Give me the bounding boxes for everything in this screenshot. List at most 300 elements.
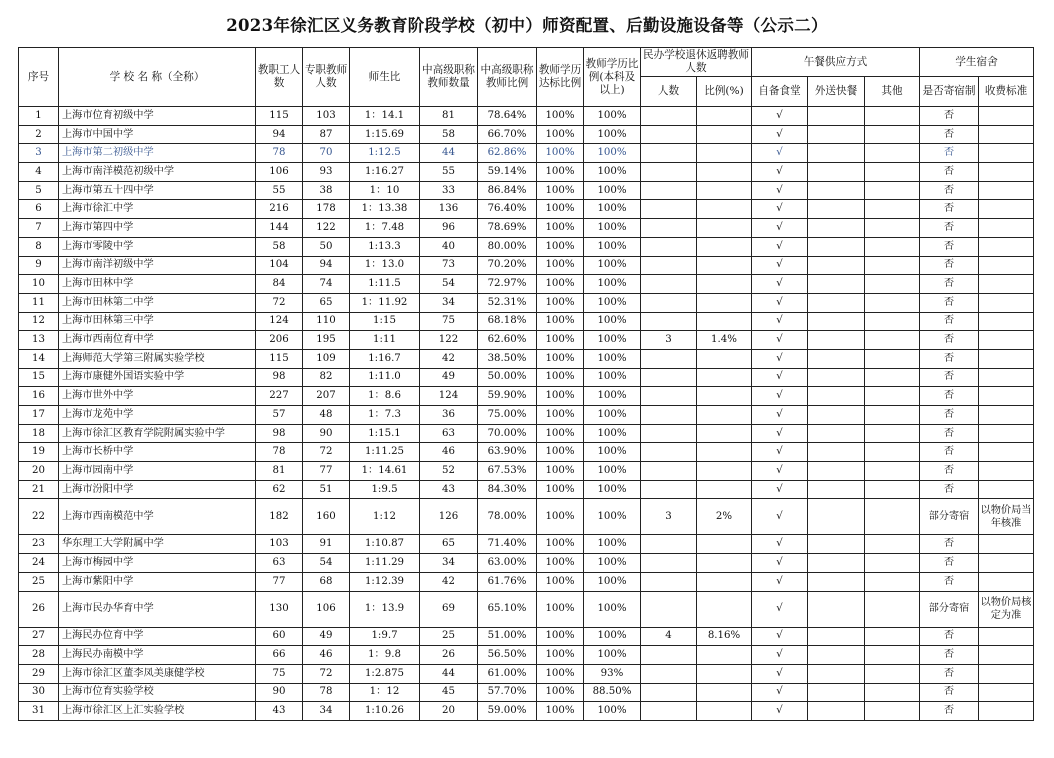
table-row [19, 200, 1034, 219]
retiree-pct-cell [697, 406, 752, 425]
header-dorm-group: 学生宿舍 [920, 48, 1034, 77]
ratio-cell: 1：14.61 [350, 462, 420, 481]
bachelor-rate-cell: 100% [584, 144, 641, 163]
lunch-other-cell [865, 480, 920, 499]
lunch-delivery-cell [808, 480, 865, 499]
lunch-delivery-cell [808, 275, 865, 294]
senior-pct-cell: 59.00% [478, 702, 537, 721]
lunch-other-cell [865, 163, 920, 182]
lunch-delivery-cell [808, 664, 865, 683]
seq-cell: 30 [19, 683, 59, 702]
lunch-delivery-cell [808, 646, 865, 665]
boarding-cell: 否 [920, 683, 979, 702]
retiree-pct-cell [697, 200, 752, 219]
staff-count-cell: 57 [256, 406, 303, 425]
bachelor-rate-cell: 100% [584, 256, 641, 275]
staff-count-cell: 98 [256, 368, 303, 387]
bachelor-rate-cell: 100% [584, 554, 641, 573]
fee-cell [979, 554, 1034, 573]
school-name-cell: 上海市民办华育中学 [59, 591, 256, 627]
staff-count-cell: 66 [256, 646, 303, 665]
table-row [19, 349, 1034, 368]
staff-count-cell: 90 [256, 683, 303, 702]
retiree-count-cell [641, 293, 697, 312]
staff-count-cell: 227 [256, 387, 303, 406]
school-name-cell: 上海民办南模中学 [59, 646, 256, 665]
senior-pct-cell: 86.84% [478, 181, 537, 200]
ratio-cell: 1：7.3 [350, 406, 420, 425]
lunch-self-cell: √ [752, 256, 808, 275]
ratio-cell: 1:15 [350, 312, 420, 331]
retiree-pct-cell [697, 237, 752, 256]
boarding-cell: 否 [920, 462, 979, 481]
lunch-other-cell [865, 664, 920, 683]
lunch-self-cell: √ [752, 424, 808, 443]
retiree-count-cell [641, 163, 697, 182]
qual-rate-cell: 100% [537, 664, 584, 683]
fulltime-teacher-cell: 91 [303, 535, 350, 554]
boarding-cell: 否 [920, 349, 979, 368]
bachelor-rate-cell: 100% [584, 368, 641, 387]
boarding-cell: 否 [920, 163, 979, 182]
fulltime-teacher-cell: 54 [303, 554, 350, 573]
header-qual-rate: 教师学历达标比例 [537, 48, 584, 107]
lunch-delivery-cell [808, 499, 865, 535]
senior-pct-cell: 78.69% [478, 219, 537, 238]
table-row [19, 144, 1034, 163]
bachelor-rate-cell: 100% [584, 535, 641, 554]
senior-count-cell: 75 [420, 312, 478, 331]
fee-cell [979, 702, 1034, 721]
bachelor-rate-cell: 100% [584, 499, 641, 535]
ratio-cell: 1:11.29 [350, 554, 420, 573]
lunch-self-cell: √ [752, 480, 808, 499]
fee-cell [979, 368, 1034, 387]
staff-count-cell: 104 [256, 256, 303, 275]
fee-cell [979, 331, 1034, 350]
lunch-delivery-cell [808, 462, 865, 481]
staff-count-cell: 63 [256, 554, 303, 573]
senior-count-cell: 126 [420, 499, 478, 535]
bachelor-rate-cell: 100% [584, 219, 641, 238]
table-row [19, 499, 1034, 535]
retiree-pct-cell [697, 424, 752, 443]
qual-rate-cell: 100% [537, 256, 584, 275]
ratio-cell: 1:13.3 [350, 237, 420, 256]
school-name-cell: 上海市田林第三中学 [59, 312, 256, 331]
ratio-cell: 1:10.26 [350, 702, 420, 721]
senior-pct-cell: 38.50% [478, 349, 537, 368]
seq-cell: 28 [19, 646, 59, 665]
retiree-count-cell: 3 [641, 331, 697, 350]
data-table [18, 47, 1034, 721]
senior-pct-cell: 84.30% [478, 480, 537, 499]
senior-count-cell: 136 [420, 200, 478, 219]
bachelor-rate-cell: 100% [584, 702, 641, 721]
header-ratio: 师生比 [350, 48, 420, 107]
boarding-cell: 否 [920, 200, 979, 219]
school-name-cell: 上海市第二初级中学 [59, 144, 256, 163]
qual-rate-cell: 100% [537, 443, 584, 462]
header-retiree-group: 民办学校退休返聘教师人数 [641, 48, 752, 77]
lunch-other-cell [865, 144, 920, 163]
fee-cell [979, 480, 1034, 499]
school-name-cell: 上海市徐汇区董李凤美康健学校 [59, 664, 256, 683]
lunch-delivery-cell [808, 406, 865, 425]
senior-pct-cell: 56.50% [478, 646, 537, 665]
retiree-pct-cell: 8.16% [697, 627, 752, 646]
senior-count-cell: 96 [420, 219, 478, 238]
lunch-delivery-cell [808, 293, 865, 312]
lunch-self-cell: √ [752, 163, 808, 182]
lunch-delivery-cell [808, 144, 865, 163]
table-row [19, 387, 1034, 406]
retiree-count-cell [641, 664, 697, 683]
bachelor-rate-cell: 100% [584, 181, 641, 200]
lunch-other-cell [865, 627, 920, 646]
fulltime-teacher-cell: 90 [303, 424, 350, 443]
senior-count-cell: 81 [420, 107, 478, 126]
school-name-cell: 上海市徐汇区教育学院附属实验中学 [59, 424, 256, 443]
boarding-cell: 部分寄宿 [920, 499, 979, 535]
lunch-delivery-cell [808, 368, 865, 387]
school-name-cell: 上海市西南位育中学 [59, 331, 256, 350]
senior-count-cell: 33 [420, 181, 478, 200]
bachelor-rate-cell: 100% [584, 462, 641, 481]
lunch-other-cell [865, 200, 920, 219]
senior-pct-cell: 59.14% [478, 163, 537, 182]
senior-pct-cell: 70.20% [478, 256, 537, 275]
senior-count-cell: 122 [420, 331, 478, 350]
school-name-cell: 上海市南洋模范初级中学 [59, 163, 256, 182]
senior-count-cell: 20 [420, 702, 478, 721]
lunch-self-cell: √ [752, 331, 808, 350]
lunch-self-cell: √ [752, 200, 808, 219]
bachelor-rate-cell: 100% [584, 275, 641, 294]
lunch-delivery-cell [808, 331, 865, 350]
fee-cell [979, 237, 1034, 256]
senior-pct-cell: 78.00% [478, 499, 537, 535]
retiree-count-cell [641, 349, 697, 368]
lunch-other-cell [865, 181, 920, 200]
ratio-cell: 1：9.8 [350, 646, 420, 665]
retiree-count-cell [641, 424, 697, 443]
table-row [19, 406, 1034, 425]
senior-pct-cell: 78.64% [478, 107, 537, 126]
fee-cell [979, 219, 1034, 238]
bachelor-rate-cell: 100% [584, 591, 641, 627]
ratio-cell: 1：12 [350, 683, 420, 702]
seq-cell: 4 [19, 163, 59, 182]
qual-rate-cell: 100% [537, 702, 584, 721]
bachelor-rate-cell: 100% [584, 293, 641, 312]
boarding-cell: 否 [920, 181, 979, 200]
lunch-other-cell [865, 312, 920, 331]
retiree-count-cell: 4 [641, 627, 697, 646]
fee-cell [979, 107, 1034, 126]
header-dorm-boarding: 是否寄宿制 [920, 77, 979, 107]
ratio-cell: 1：13.9 [350, 591, 420, 627]
fulltime-teacher-cell: 109 [303, 349, 350, 368]
qual-rate-cell: 100% [537, 480, 584, 499]
senior-count-cell: 44 [420, 664, 478, 683]
boarding-cell: 否 [920, 107, 979, 126]
retiree-count-cell [641, 683, 697, 702]
fulltime-teacher-cell: 207 [303, 387, 350, 406]
fulltime-teacher-cell: 93 [303, 163, 350, 182]
lunch-other-cell [865, 349, 920, 368]
fee-cell [979, 646, 1034, 665]
seq-cell: 2 [19, 125, 59, 144]
bachelor-rate-cell: 100% [584, 387, 641, 406]
school-name-cell: 上海市紫阳中学 [59, 572, 256, 591]
qual-rate-cell: 100% [537, 349, 584, 368]
retiree-pct-cell [697, 312, 752, 331]
table-row [19, 535, 1034, 554]
ratio-cell: 1:11.5 [350, 275, 420, 294]
retiree-count-cell [641, 462, 697, 481]
table-row [19, 462, 1034, 481]
ratio-cell: 1:12 [350, 499, 420, 535]
senior-count-cell: 26 [420, 646, 478, 665]
bachelor-rate-cell: 100% [584, 107, 641, 126]
table-row [19, 480, 1034, 499]
lunch-delivery-cell [808, 572, 865, 591]
table-row [19, 275, 1034, 294]
retiree-count-cell [641, 237, 697, 256]
retiree-count-cell [641, 535, 697, 554]
fulltime-teacher-cell: 94 [303, 256, 350, 275]
school-name-cell: 上海市徐汇中学 [59, 200, 256, 219]
lunch-self-cell: √ [752, 387, 808, 406]
boarding-cell: 否 [920, 443, 979, 462]
staff-count-cell: 106 [256, 163, 303, 182]
fulltime-teacher-cell: 178 [303, 200, 350, 219]
lunch-self-cell: √ [752, 349, 808, 368]
ratio-cell: 1：8.6 [350, 387, 420, 406]
retiree-pct-cell [697, 144, 752, 163]
retiree-count-cell [641, 443, 697, 462]
boarding-cell: 否 [920, 293, 979, 312]
fulltime-teacher-cell: 34 [303, 702, 350, 721]
lunch-delivery-cell [808, 312, 865, 331]
bachelor-rate-cell: 100% [584, 627, 641, 646]
qual-rate-cell: 100% [537, 499, 584, 535]
staff-count-cell: 144 [256, 219, 303, 238]
lunch-delivery-cell [808, 683, 865, 702]
staff-count-cell: 60 [256, 627, 303, 646]
qual-rate-cell: 100% [537, 293, 584, 312]
ratio-cell: 1:11.25 [350, 443, 420, 462]
boarding-cell: 否 [920, 368, 979, 387]
fulltime-teacher-cell: 122 [303, 219, 350, 238]
lunch-self-cell: √ [752, 181, 808, 200]
seq-cell: 21 [19, 480, 59, 499]
lunch-self-cell: √ [752, 443, 808, 462]
qual-rate-cell: 100% [537, 683, 584, 702]
school-name-cell: 上海市康健外国语实验中学 [59, 368, 256, 387]
qual-rate-cell: 100% [537, 275, 584, 294]
retiree-pct-cell [697, 125, 752, 144]
bachelor-rate-cell: 100% [584, 125, 641, 144]
retiree-pct-cell [697, 349, 752, 368]
lunch-other-cell [865, 554, 920, 573]
senior-count-cell: 25 [420, 627, 478, 646]
ratio-cell: 1:15.1 [350, 424, 420, 443]
lunch-other-cell [865, 256, 920, 275]
lunch-other-cell [865, 275, 920, 294]
fulltime-teacher-cell: 46 [303, 646, 350, 665]
lunch-other-cell [865, 331, 920, 350]
lunch-delivery-cell [808, 387, 865, 406]
senior-pct-cell: 65.10% [478, 591, 537, 627]
fulltime-teacher-cell: 78 [303, 683, 350, 702]
lunch-self-cell: √ [752, 406, 808, 425]
boarding-cell: 否 [920, 646, 979, 665]
retiree-pct-cell [697, 219, 752, 238]
staff-count-cell: 77 [256, 572, 303, 591]
lunch-delivery-cell [808, 107, 865, 126]
fee-cell [979, 424, 1034, 443]
boarding-cell: 否 [920, 312, 979, 331]
lunch-delivery-cell [808, 627, 865, 646]
table-row [19, 256, 1034, 275]
lunch-delivery-cell [808, 535, 865, 554]
table-row [19, 237, 1034, 256]
staff-count-cell: 43 [256, 702, 303, 721]
qual-rate-cell: 100% [537, 331, 584, 350]
fulltime-teacher-cell: 82 [303, 368, 350, 387]
header-senior-pct: 中高级职称教师比例 [478, 48, 537, 107]
qual-rate-cell: 100% [537, 387, 584, 406]
fee-cell [979, 275, 1034, 294]
boarding-cell: 否 [920, 331, 979, 350]
senior-count-cell: 65 [420, 535, 478, 554]
senior-pct-cell: 57.70% [478, 683, 537, 702]
lunch-delivery-cell [808, 424, 865, 443]
table-row [19, 331, 1034, 350]
seq-cell: 13 [19, 331, 59, 350]
fulltime-teacher-cell: 49 [303, 627, 350, 646]
school-name-cell: 上海民办位育中学 [59, 627, 256, 646]
header-bachelor-rate: 教师学历比例(本科及以上) [584, 48, 641, 107]
lunch-delivery-cell [808, 237, 865, 256]
seq-cell: 17 [19, 406, 59, 425]
senior-pct-cell: 63.00% [478, 554, 537, 573]
staff-count-cell: 115 [256, 349, 303, 368]
retiree-pct-cell [697, 646, 752, 665]
boarding-cell: 否 [920, 535, 979, 554]
seq-cell: 1 [19, 107, 59, 126]
fulltime-teacher-cell: 72 [303, 664, 350, 683]
senior-pct-cell: 80.00% [478, 237, 537, 256]
table-row [19, 312, 1034, 331]
lunch-self-cell: √ [752, 572, 808, 591]
boarding-cell: 否 [920, 554, 979, 573]
ratio-cell: 1:11 [350, 331, 420, 350]
lunch-delivery-cell [808, 181, 865, 200]
boarding-cell: 否 [920, 406, 979, 425]
qual-rate-cell: 100% [537, 107, 584, 126]
retiree-count-cell [641, 591, 697, 627]
fee-cell [979, 406, 1034, 425]
school-name-cell: 上海市龙苑中学 [59, 406, 256, 425]
school-name-cell: 上海市南洋初级中学 [59, 256, 256, 275]
lunch-self-cell: √ [752, 535, 808, 554]
table-row [19, 219, 1034, 238]
senior-count-cell: 43 [420, 480, 478, 499]
lunch-other-cell [865, 462, 920, 481]
lunch-self-cell: √ [752, 368, 808, 387]
seq-cell: 22 [19, 499, 59, 535]
fulltime-teacher-cell: 74 [303, 275, 350, 294]
lunch-other-cell [865, 535, 920, 554]
lunch-other-cell [865, 387, 920, 406]
senior-count-cell: 124 [420, 387, 478, 406]
retiree-count-cell [641, 312, 697, 331]
seq-cell: 10 [19, 275, 59, 294]
lunch-self-cell: √ [752, 125, 808, 144]
fulltime-teacher-cell: 77 [303, 462, 350, 481]
retiree-pct-cell [697, 163, 752, 182]
staff-count-cell: 182 [256, 499, 303, 535]
retiree-count-cell [641, 480, 697, 499]
retiree-count-cell [641, 368, 697, 387]
seq-cell: 18 [19, 424, 59, 443]
bachelor-rate-cell: 100% [584, 406, 641, 425]
retiree-pct-cell: 2% [697, 499, 752, 535]
qual-rate-cell: 100% [537, 144, 584, 163]
lunch-self-cell: √ [752, 107, 808, 126]
ratio-cell: 1:15.69 [350, 125, 420, 144]
boarding-cell: 否 [920, 237, 979, 256]
table-row [19, 107, 1034, 126]
senior-count-cell: 55 [420, 163, 478, 182]
fee-cell [979, 664, 1034, 683]
lunch-other-cell [865, 591, 920, 627]
senior-pct-cell: 67.53% [478, 462, 537, 481]
retiree-pct-cell [697, 107, 752, 126]
lunch-other-cell [865, 499, 920, 535]
lunch-other-cell [865, 646, 920, 665]
fee-cell [979, 572, 1034, 591]
qual-rate-cell: 100% [537, 163, 584, 182]
seq-cell: 25 [19, 572, 59, 591]
fulltime-teacher-cell: 68 [303, 572, 350, 591]
lunch-other-cell [865, 702, 920, 721]
retiree-count-cell: 3 [641, 499, 697, 535]
boarding-cell: 否 [920, 627, 979, 646]
seq-cell: 29 [19, 664, 59, 683]
seq-cell: 9 [19, 256, 59, 275]
lunch-delivery-cell [808, 219, 865, 238]
bachelor-rate-cell: 100% [584, 163, 641, 182]
fee-cell [979, 163, 1034, 182]
school-name-cell: 上海市田林第二中学 [59, 293, 256, 312]
senior-pct-cell: 51.00% [478, 627, 537, 646]
school-name-cell: 上海市零陵中学 [59, 237, 256, 256]
table-row [19, 293, 1034, 312]
lunch-self-cell: √ [752, 462, 808, 481]
boarding-cell: 否 [920, 256, 979, 275]
fulltime-teacher-cell: 48 [303, 406, 350, 425]
ratio-cell: 1:16.27 [350, 163, 420, 182]
school-name-cell: 上海师范大学第三附属实验学校 [59, 349, 256, 368]
staff-count-cell: 124 [256, 312, 303, 331]
bachelor-rate-cell: 100% [584, 646, 641, 665]
seq-cell: 27 [19, 627, 59, 646]
fee-cell [979, 256, 1034, 275]
